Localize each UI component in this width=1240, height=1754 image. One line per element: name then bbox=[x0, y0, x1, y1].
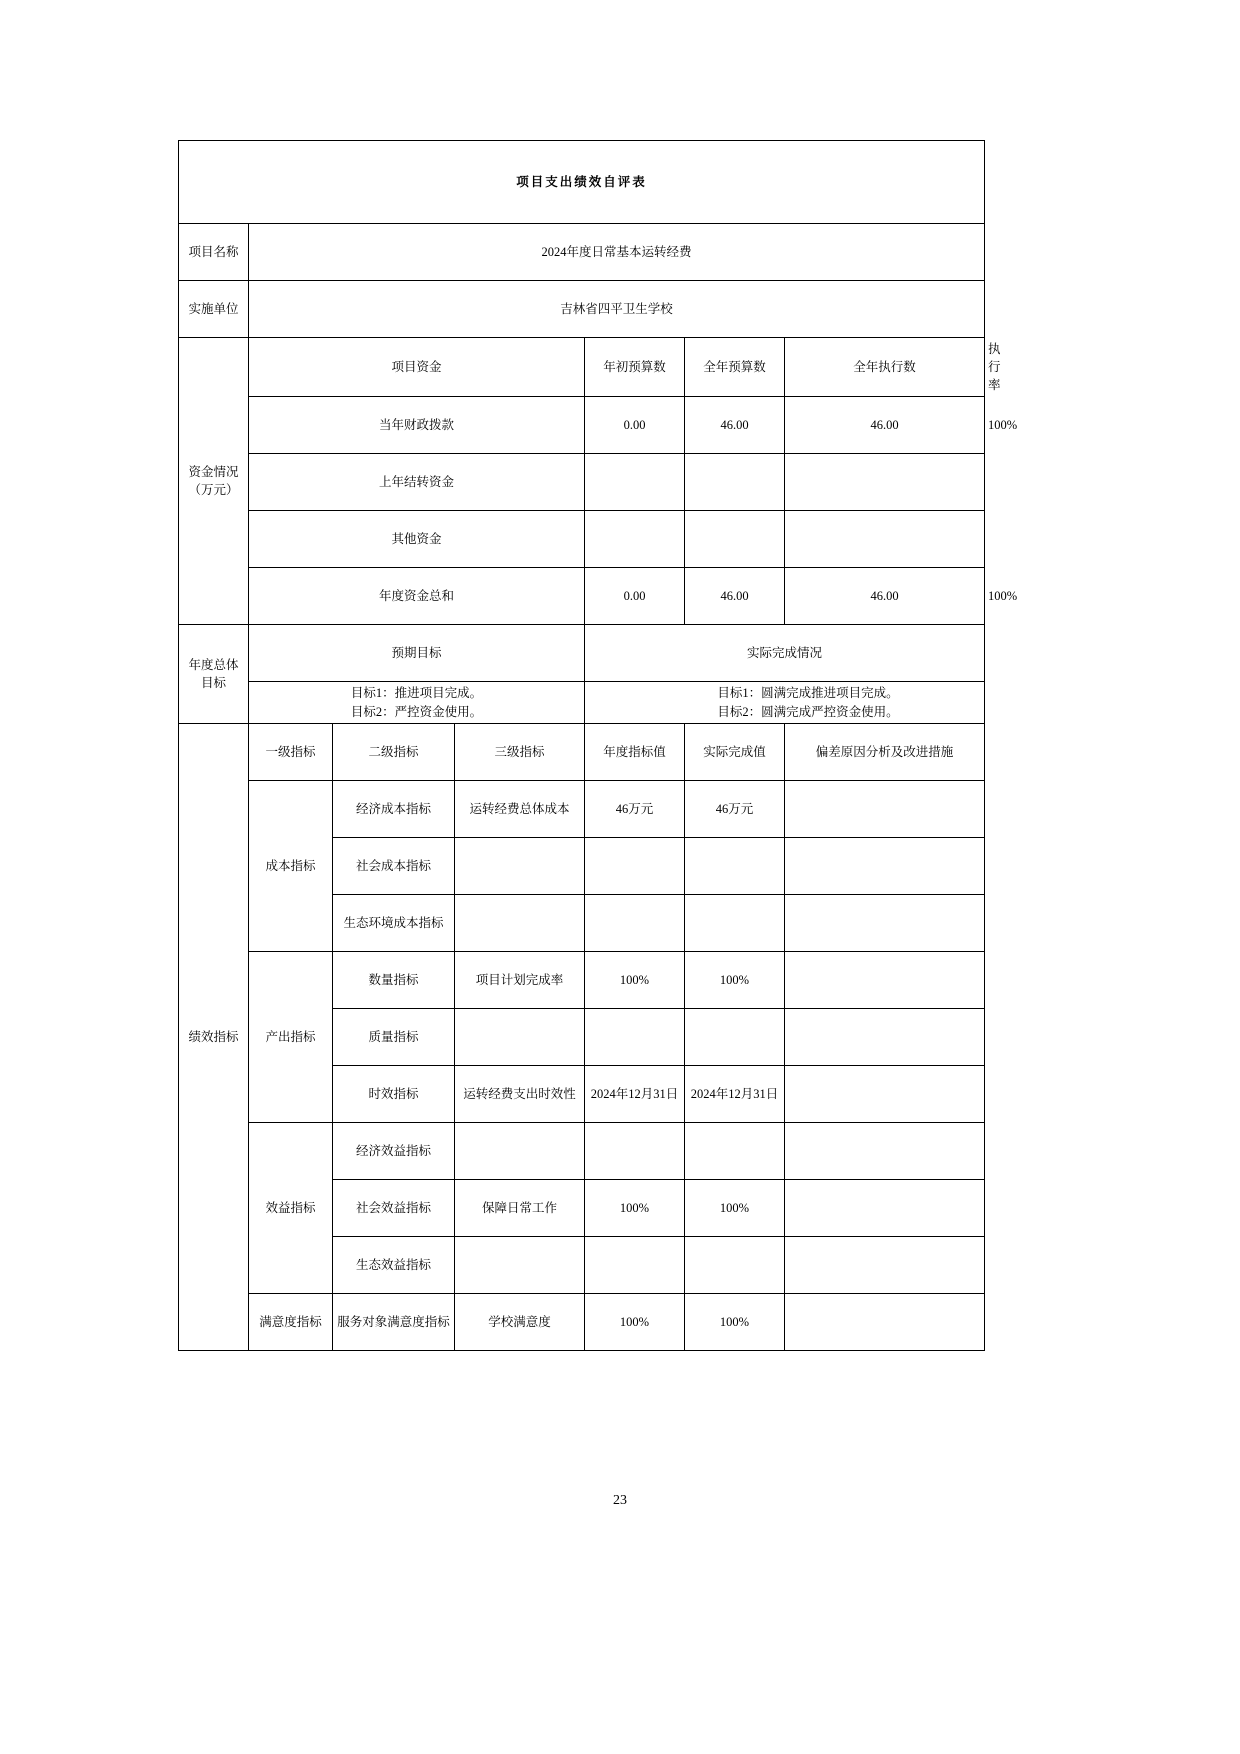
perf-deviation bbox=[785, 837, 985, 894]
perf-target bbox=[585, 1236, 685, 1293]
funding-section-label bbox=[179, 338, 249, 625]
perf-actual: 100% bbox=[685, 1293, 785, 1350]
funding-row-begin: 0.00 bbox=[585, 397, 685, 454]
performance-self-evaluation-sheet bbox=[178, 140, 1018, 1351]
perf-level3: 运转经费总体成本 bbox=[455, 780, 585, 837]
perf-actual bbox=[685, 837, 785, 894]
perf-actual bbox=[685, 1236, 785, 1293]
perf-actual: 100% bbox=[685, 1179, 785, 1236]
perf-level2: 服务对象满意度指标 bbox=[333, 1293, 455, 1350]
perf-level3: 学校满意度 bbox=[455, 1293, 585, 1350]
perf-col-actual: 实际完成值 bbox=[685, 723, 785, 780]
perf-deviation bbox=[785, 1293, 985, 1350]
perf-level2: 生态效益指标 bbox=[333, 1236, 455, 1293]
perf-level2: 生态环境成本指标 bbox=[333, 894, 455, 951]
perf-col-level2: 二级指标 bbox=[333, 723, 455, 780]
perf-deviation bbox=[785, 1179, 985, 1236]
funding-row-executed bbox=[785, 454, 985, 511]
perf-level3: 保障日常工作 bbox=[455, 1179, 585, 1236]
perf-level3 bbox=[455, 837, 585, 894]
perf-level3 bbox=[455, 1008, 585, 1065]
funding-col-executed: 全年执行数 bbox=[785, 338, 985, 397]
table-row: 年度资金总和 0.00 46.00 46.00 100% bbox=[179, 568, 985, 625]
table-row bbox=[179, 625, 985, 682]
perf-level2: 经济成本指标 bbox=[333, 780, 455, 837]
table-row bbox=[179, 780, 985, 837]
table-row bbox=[179, 1122, 985, 1179]
perf-target bbox=[585, 894, 685, 951]
funding-col-begin: 年初预算数 bbox=[585, 338, 685, 397]
perf-level1-benefit: 效益指标 bbox=[249, 1122, 333, 1293]
funding-row-annual bbox=[685, 511, 785, 568]
evaluation-table bbox=[178, 140, 1018, 1351]
table-row bbox=[179, 141, 985, 224]
funding-row-annual: 46.00 bbox=[685, 568, 785, 625]
perf-deviation bbox=[785, 1065, 985, 1122]
table-row bbox=[179, 682, 985, 723]
perf-target: 100% bbox=[585, 951, 685, 1008]
table-row bbox=[179, 281, 985, 338]
annual-goal-label-line2: 目标 bbox=[200, 676, 226, 690]
funding-row-annual: 46.00 bbox=[685, 397, 785, 454]
project-name-label: 项目名称 bbox=[179, 224, 249, 281]
expected-goal-header: 预期目标 bbox=[249, 625, 585, 682]
funding-row-name: 年度资金总和 bbox=[249, 568, 585, 625]
perf-level2: 数量指标 bbox=[333, 951, 455, 1008]
annual-goal-label-line1: 年度总体 bbox=[188, 657, 239, 672]
perf-target bbox=[585, 1008, 685, 1065]
project-name-value: 2024年度日常基本运转经费 bbox=[249, 224, 985, 281]
actual-goal-line-1: 目标1：圆满完成推进项目完成。 bbox=[717, 686, 899, 701]
perf-level2: 社会成本指标 bbox=[333, 837, 455, 894]
implementing-unit-value: 吉林省四平卫生学校 bbox=[249, 281, 985, 338]
annual-goal-section-label bbox=[179, 625, 249, 723]
funding-col-annual: 全年预算数 bbox=[685, 338, 785, 397]
perf-target bbox=[585, 1122, 685, 1179]
perf-level2: 经济效益指标 bbox=[333, 1122, 455, 1179]
funding-row-name: 当年财政拨款 bbox=[249, 397, 585, 454]
perf-deviation bbox=[785, 894, 985, 951]
table-row bbox=[179, 454, 985, 511]
perf-deviation bbox=[785, 1122, 985, 1179]
perf-level2: 质量指标 bbox=[333, 1008, 455, 1065]
perf-level1-output: 产出指标 bbox=[249, 951, 333, 1122]
page-title: 项目支出绩效自评表 bbox=[179, 141, 985, 224]
perf-actual bbox=[685, 1122, 785, 1179]
page-number: 23 bbox=[613, 1493, 627, 1508]
expected-goal-line-1: 目标1：推进项目完成。 bbox=[350, 686, 483, 701]
perf-deviation bbox=[785, 780, 985, 837]
perf-col-target: 年度指标值 bbox=[585, 723, 685, 780]
perf-target: 2024年12月31日 bbox=[585, 1065, 685, 1122]
table-row bbox=[179, 511, 985, 568]
funding-row-begin bbox=[585, 454, 685, 511]
perf-level1-cost: 成本指标 bbox=[249, 780, 333, 951]
perf-col-level3: 三级指标 bbox=[455, 723, 585, 780]
funding-row-name: 上年结转资金 bbox=[249, 454, 585, 511]
perf-deviation bbox=[785, 1008, 985, 1065]
implementing-unit-label: 实施单位 bbox=[179, 281, 249, 338]
funding-row-begin: 0.00 bbox=[585, 568, 685, 625]
actual-goal-text bbox=[585, 682, 985, 723]
perf-level3 bbox=[455, 1236, 585, 1293]
funding-row-annual bbox=[685, 454, 785, 511]
table-row bbox=[179, 951, 985, 1008]
perf-level3 bbox=[455, 1122, 585, 1179]
perf-actual bbox=[685, 1008, 785, 1065]
actual-goal-line-2: 目标2：圆满完成严控资金使用。 bbox=[717, 704, 899, 719]
perf-col-deviation: 偏差原因分析及改进措施 bbox=[785, 723, 985, 780]
perf-level3: 运转经费支出时效性 bbox=[455, 1065, 585, 1122]
perf-deviation bbox=[785, 1236, 985, 1293]
perf-level3 bbox=[455, 894, 585, 951]
table-row bbox=[179, 1293, 985, 1350]
table-row: 资金情况 （万元） 项目资金 年初预算数 全年预算数 全年执行数 执行率 bbox=[179, 338, 985, 397]
perf-actual: 2024年12月31日 bbox=[685, 1065, 785, 1122]
perf-actual: 46万元 bbox=[685, 780, 785, 837]
funding-row-executed bbox=[785, 511, 985, 568]
funding-section-label-line2: （万元） bbox=[188, 483, 239, 498]
perf-level2: 社会效益指标 bbox=[333, 1179, 455, 1236]
perf-deviation bbox=[785, 951, 985, 1008]
expected-goal-line-2: 目标2：严控资金使用。 bbox=[350, 704, 483, 719]
funding-col-name: 项目资金 bbox=[249, 338, 585, 397]
perf-level1-satisfaction: 满意度指标 bbox=[249, 1293, 333, 1350]
actual-goal-header: 实际完成情况 bbox=[585, 625, 985, 682]
perf-target: 100% bbox=[585, 1293, 685, 1350]
perf-target: 100% bbox=[585, 1179, 685, 1236]
perf-level3: 项目计划完成率 bbox=[455, 951, 585, 1008]
table-row bbox=[179, 723, 985, 780]
perf-actual: 100% bbox=[685, 951, 785, 1008]
perf-target: 46万元 bbox=[585, 780, 685, 837]
table-row bbox=[179, 224, 985, 281]
funding-section-label-line1: 资金情况 bbox=[188, 465, 239, 480]
funding-row-name: 其他资金 bbox=[249, 511, 585, 568]
expected-goal-text bbox=[249, 682, 585, 723]
table-row: 当年财政拨款 0.00 46.00 46.00 100% bbox=[179, 397, 985, 454]
perf-target bbox=[585, 837, 685, 894]
perf-level2: 时效指标 bbox=[333, 1065, 455, 1122]
funding-row-executed: 46.00 bbox=[785, 397, 985, 454]
perf-col-level1: 一级指标 bbox=[249, 723, 333, 780]
perf-actual bbox=[685, 894, 785, 951]
funding-row-executed: 46.00 bbox=[785, 568, 985, 625]
funding-row-begin bbox=[585, 511, 685, 568]
performance-section-label: 绩效指标 bbox=[179, 723, 249, 1350]
